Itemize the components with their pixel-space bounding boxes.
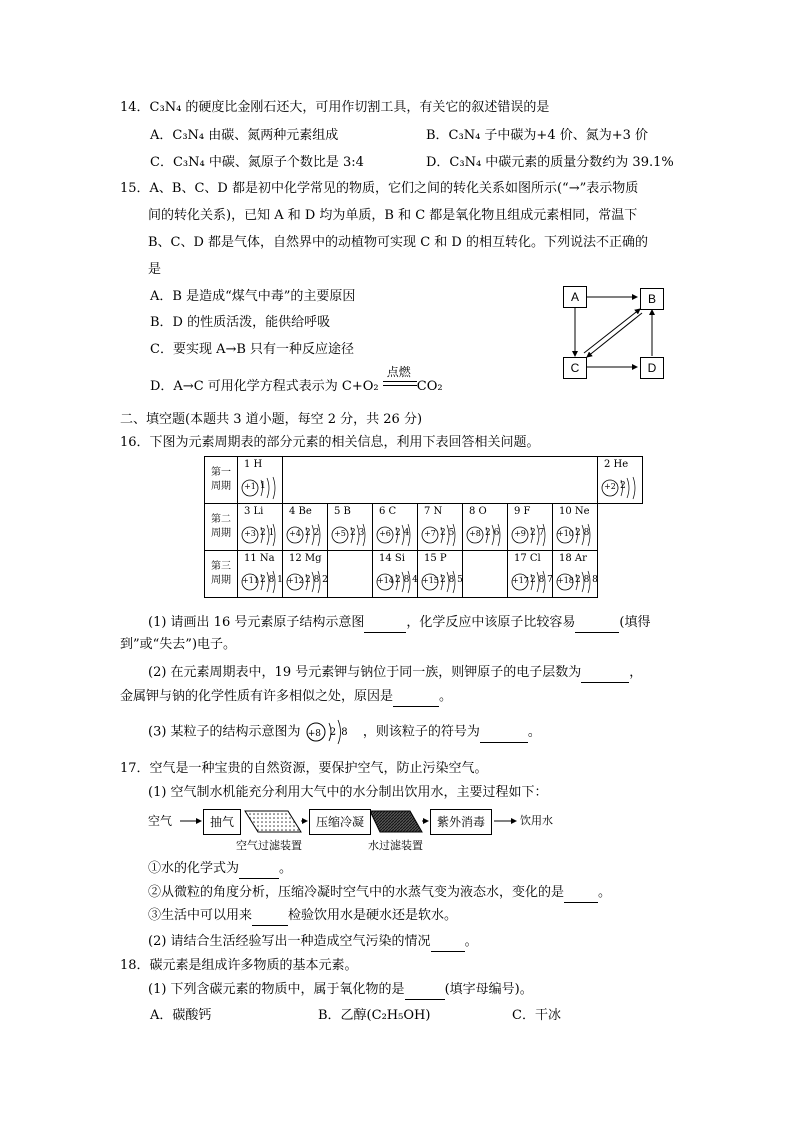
periodic-table: [204, 456, 643, 598]
element-label: 6 C: [379, 506, 397, 517]
atom-structure-diagram: [241, 569, 283, 595]
electron-shells: 2 7: [530, 528, 545, 538]
nucleus-charge: +17: [512, 576, 529, 585]
atom-structure-diagram: [241, 522, 279, 548]
flow-pump: 抽气: [203, 809, 241, 835]
atom-structure-diagram: [421, 569, 463, 595]
electron-shells: 2 8 1: [260, 575, 283, 585]
flow-output: 饮用水: [520, 814, 553, 827]
q15-option-d-text: D．A→C 可用化学方程式表示为 C+O₂: [150, 379, 379, 394]
element-li: [238, 504, 283, 551]
equation-product: CO₂: [416, 379, 443, 394]
flow-compress: 压缩冷凝: [309, 809, 371, 835]
section-2-title: 二、填空题(本题共 3 道小题，每空 2 分，共 26 分): [120, 412, 423, 427]
q14-option-c[interactable]: C．C₃N₄ 中碳、氮原子个数比是 3:4: [150, 155, 364, 170]
nucleus-charge: +10: [557, 529, 574, 538]
element-si: [373, 551, 418, 598]
nucleus-charge: +15: [422, 576, 439, 585]
element-p: [418, 551, 463, 598]
flow-water-filter: 水过滤装置: [368, 839, 423, 852]
nucleus-charge: +6: [379, 529, 391, 538]
element-h: [238, 457, 283, 504]
electron-shells: 2 8 4: [395, 575, 418, 585]
element-c: [373, 504, 418, 551]
q17-blank-2[interactable]: [564, 884, 598, 903]
q16-part2-line2: 金属钾与钠的化学性质有许多相似之处，原因是 。: [120, 688, 452, 707]
q17-blank-4[interactable]: [431, 933, 465, 952]
element-cl: [508, 551, 553, 598]
q18-part1: (1) 下列含碳元素的物质中，属于氧化物的是 (填字母编号)。: [148, 981, 533, 1000]
empty-cell: [463, 551, 508, 598]
ion-structure-diagram: [305, 723, 359, 741]
q18-stem: 18．碳元素是组成许多物质的基本元素。: [120, 958, 358, 973]
nucleus-charge: +9: [514, 529, 526, 538]
q15-stem-line1: 15．A、B、C、D 都是初中化学常见的物质，它们之间的转化关系如图所示(“→”表示物质: [120, 181, 639, 196]
q17-blank-1[interactable]: [239, 860, 279, 879]
q15-option-b[interactable]: B．D 的性质活泼，能供给呼吸: [150, 315, 331, 330]
q18-option-a[interactable]: A．碳酸钙: [150, 1008, 212, 1023]
empty-cell: [328, 551, 373, 598]
electron-shells: 2 8 8: [575, 575, 598, 585]
q14-option-a[interactable]: A．C₃N₄ 由碳、氮两种元素组成: [150, 128, 339, 143]
nucleus-charge: +8: [469, 529, 481, 538]
q14-option-b[interactable]: B．C₃N₄ 子中碳为+4 价、氮为+3 价: [426, 128, 649, 143]
atom-structure-diagram: [511, 569, 553, 595]
diagram-node-b: B: [640, 288, 664, 310]
atom-structure-diagram: [286, 569, 328, 595]
nucleus-charge: +1: [244, 482, 256, 491]
q15-option-d[interactable]: [150, 365, 443, 396]
nucleus-charge: +3: [244, 529, 256, 538]
element-na: [238, 551, 283, 598]
element-label: 15 P: [424, 553, 447, 564]
nucleus-charge: +11: [242, 576, 259, 585]
nucleus-charge: +7: [424, 529, 436, 538]
transformation-diagram: [560, 285, 670, 385]
q14-option-d[interactable]: D．C₃N₄ 中碳元素的质量分数约为 39.1%: [426, 155, 674, 170]
element-label: 14 Si: [379, 553, 405, 564]
water-process-flow: [148, 808, 568, 854]
q16-blank-3[interactable]: [581, 664, 629, 683]
q17-part1: (1) 空气制水机能充分利用大气中的水分制出饮用水，主要过程如下：: [148, 785, 548, 800]
electron-shells: 2 2: [305, 528, 320, 538]
q16-part1-line1: (1) 请画出 16 号元素原子结构示意图 ，化学反应中该原子比较容易 (填得: [148, 614, 650, 633]
atom-structure-diagram: [421, 522, 459, 548]
q18-blank-1[interactable]: [405, 981, 445, 1000]
q17-part2: (2) 请结合生活经验写出一种造成空气污染的情况 。: [148, 933, 478, 952]
nucleus-charge: +4: [289, 529, 301, 538]
q15-stem-line2: 间的转化关系)，已知 A 和 D 均为单质，B 和 C 都是氧化物且组成元素相同，常温下: [148, 208, 638, 223]
atom-structure-diagram: [241, 475, 279, 501]
nucleus-charge: +5: [334, 529, 346, 538]
period-3-label: 第三周期: [205, 551, 238, 598]
equation-condition: 点燃: [386, 365, 411, 379]
element-label: 8 O: [469, 506, 487, 517]
ion-shells: 2 8: [329, 727, 349, 738]
equation-arrow: [383, 365, 417, 391]
element-be: [283, 504, 328, 551]
element-label: 18 Ar: [559, 553, 587, 564]
element-label: 2 He: [604, 459, 629, 470]
electron-shells: 2 3: [350, 528, 365, 538]
q18-option-c[interactable]: C．干冰: [512, 1008, 561, 1023]
q15-stem-line4: 是: [148, 262, 162, 277]
electron-shells: 2 8 5: [440, 575, 463, 585]
diagram-node-d: D: [640, 357, 664, 379]
element-label: 7 N: [424, 506, 443, 517]
diagram-node-a: A: [563, 286, 587, 308]
flow-air: 空气: [148, 814, 173, 828]
q16-blank-5[interactable]: [480, 724, 528, 743]
q18-option-b[interactable]: B．乙醇(C₂H₅OH): [318, 1008, 431, 1023]
ion-nucleus: +8: [307, 729, 321, 739]
nucleus-charge: +12: [287, 576, 304, 585]
q16-stem: 16．下图为元素周期表的部分元素的相关信息，利用下表回答相关问题。: [120, 435, 540, 450]
element-label: 12 Mg: [289, 553, 322, 564]
q17-sub3: ③生活中可以用来 检验饮用水是硬水还是软水。: [148, 907, 457, 926]
atom-structure-diagram: [376, 569, 418, 595]
element-ne: [553, 504, 598, 551]
electron-shells: 2 5: [440, 528, 455, 538]
element-label: 11 Na: [244, 553, 275, 564]
element-label: 5 B: [334, 506, 351, 517]
element-label: 9 F: [514, 506, 531, 517]
q14-stem: 14．C₃N₄ 的硬度比金刚石还大，可用作切割工具，有关它的叙述错误的是: [120, 100, 550, 115]
atom-structure-diagram: [511, 522, 549, 548]
electron-shells: 2 6: [485, 528, 500, 538]
q17-stem: 17．空气是一种宝贵的自然资源，要保护空气，防止污染空气。: [120, 761, 488, 776]
q15-option-a[interactable]: A．B 是造成“煤气中毒”的主要原因: [150, 289, 356, 304]
q16-blank-2[interactable]: [575, 614, 619, 633]
diagram-node-c: C: [563, 357, 587, 379]
element-ar: [553, 551, 598, 598]
atom-structure-diagram: [601, 475, 639, 501]
q16-part1-line2: 到”或“失去”)电子。: [120, 637, 237, 652]
electron-shells: 2 4: [395, 528, 410, 538]
element-b: [328, 504, 373, 551]
element-n: [418, 504, 463, 551]
electron-shells: 2 8 2: [305, 575, 328, 585]
electron-shells: 2 1: [260, 528, 275, 538]
atom-structure-diagram: [286, 522, 324, 548]
electron-shells: 1: [260, 481, 266, 491]
atom-structure-diagram: [556, 569, 598, 595]
element-label: 1 H: [244, 459, 263, 470]
q17-sub2: ②从微粒的角度分析，压缩冷凝时空气中的水蒸气变为液态水，变化的是 。: [148, 884, 611, 903]
element-label: 17 Cl: [514, 553, 541, 564]
period-2-label: 第二周期: [205, 504, 238, 551]
element-label: 3 Li: [244, 506, 264, 517]
atom-structure-diagram: [466, 522, 504, 548]
q16-blank-1[interactable]: [364, 614, 406, 633]
electron-shells: 2 8: [575, 528, 590, 538]
q16-part3: (3) 某粒子的结构示意图为 +8 2 8 ，则该粒子的符号为 。: [148, 723, 541, 743]
element-he: [598, 457, 643, 504]
q16-part2-line1: (2) 在元素周期表中，19 号元素钾与钠位于同一族，则钾原子的电子层数为 ，: [148, 664, 642, 683]
nucleus-charge: +14: [377, 576, 394, 585]
electron-shells: 2 8 7: [530, 575, 553, 585]
nucleus-charge: +18: [557, 576, 574, 585]
flow-air-filter: 空气过滤装置: [236, 839, 302, 852]
period-1-label: 第一周期: [205, 457, 238, 504]
element-f: [508, 504, 553, 551]
element-label: 4 Be: [289, 506, 312, 517]
element-label: 10 Ne: [559, 506, 590, 517]
q15-stem-line3: B、C、D 都是气体，自然界中的动植物可实现 C 和 D 的相互转化。下列说法不正确的: [148, 235, 648, 250]
q17-blank-3[interactable]: [252, 907, 288, 926]
atom-structure-diagram: [376, 522, 414, 548]
q17-sub1: ①水的化学式为 。: [148, 860, 292, 879]
element-mg: [283, 551, 328, 598]
flow-uv: 紫外消毒: [430, 809, 492, 835]
element-o: [463, 504, 508, 551]
q15-option-c[interactable]: C．要实现 A→B 只有一种反应途径: [150, 342, 355, 357]
electron-shells: 2: [620, 481, 626, 491]
q16-blank-4[interactable]: [393, 688, 439, 707]
atom-structure-diagram: [556, 522, 594, 548]
nucleus-charge: +2: [604, 482, 616, 491]
atom-structure-diagram: [331, 522, 369, 548]
